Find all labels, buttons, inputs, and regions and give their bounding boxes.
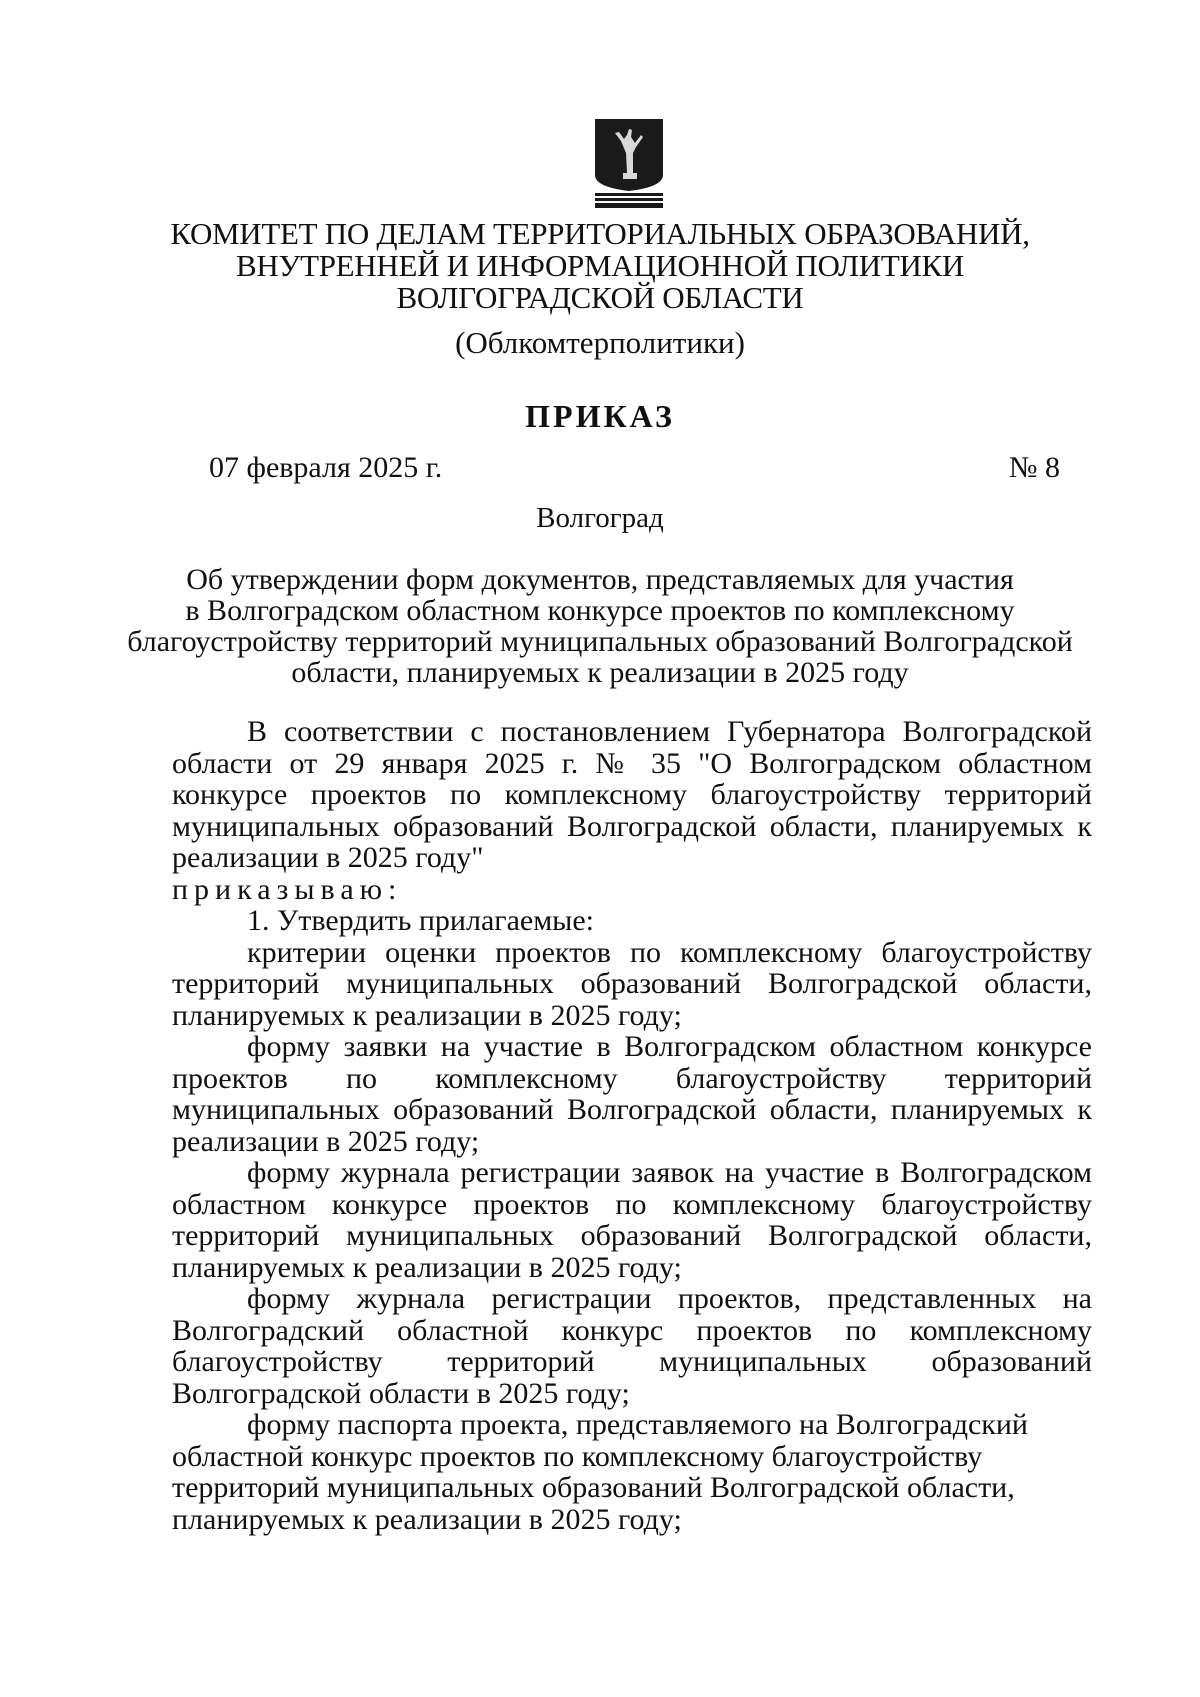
preamble-paragraph: В соответствии с постановлением Губернатора Волгоградской области от 29 января 2025 г. № 35 "О Волгоградском областном конкурсе проектов по комплексному благоустройству территорий муниципальных образований Волгоградской области, планируемых к реализации в 2025 году" — [172, 715, 1092, 874]
list-item-application-form: форму заявки на участие в Волгоградском областном конкурсе проектов по комплексному благоустройству территорий муниципальных образований Волгоградской области, планируемых к реализации в 2025 году; — [172, 1030, 1092, 1158]
order-date: 07 февраля 2025 г. — [209, 451, 443, 484]
subject-line-2: в Волгоградском областном конкурсе проектов по комплексному — [185, 594, 1015, 627]
subject-line-4: области, планируемых к реализации в 2025 году — [291, 656, 909, 689]
order-subject — [120, 564, 1080, 688]
committee-short-name: (Облкомтерполитики) — [455, 325, 745, 360]
order-body — [172, 716, 1092, 1535]
point-1: 1. Утвердить прилагаемые: — [247, 904, 594, 937]
list-item-project-passport: форму паспорта проекта, представляемого на Волгоградский областной конкурс проектов по комплексному благоустройству территорий муниципальных образований Волгоградской области, планируемых к реализации в 2025 году; — [172, 1408, 1028, 1536]
list-item-project-journal: форму журнала регистрации проектов, представленных на Волгоградский областной конкурс проектов по комплексному благоустройству территорий муниципальных образований Волгоградской области в 2025 году; — [172, 1282, 1092, 1410]
order-word — [172, 874, 1092, 906]
list-item-application-journal: форму журнала регистрации заявок на участие в Волгоградском областном конкурсе проектов по комплексному благоустройству территорий муниципальных образований Волгоградской области, планируемых к реализации в 2025 году; — [172, 1156, 1092, 1284]
order-number: № 8 — [1008, 451, 1060, 484]
document-title: ПРИКАЗ — [525, 398, 675, 434]
committee-name — [120, 218, 1080, 314]
committee-line-1: КОМИТЕТ ПО ДЕЛАМ ТЕРРИТОРИАЛЬНЫХ ОБРАЗОВАНИЙ, — [170, 216, 1030, 251]
subject-line-3: благоустройству территорий муниципальных образований Волгоградской — [127, 625, 1073, 658]
order-city: Волгоград — [536, 502, 664, 534]
order-word-text: приказываю: — [172, 872, 403, 906]
list-item-criteria: критерии оценки проектов по комплексному благоустройству территорий муниципальных образований Волгоградской области, планируемых к реализации в 2025 году; — [172, 935, 1092, 1032]
committee-line-2: ВНУТРЕННЕЙ И ИНФОРМАЦИОННОЙ ПОЛИТИКИ — [235, 248, 965, 283]
subject-line-1: Об утверждении форм документов, представляемых для участия — [186, 563, 1014, 596]
committee-line-3: ВОЛГОГРАДСКОЙ ОБЛАСТИ — [396, 280, 804, 315]
coat-of-arms-icon — [591, 113, 667, 209]
